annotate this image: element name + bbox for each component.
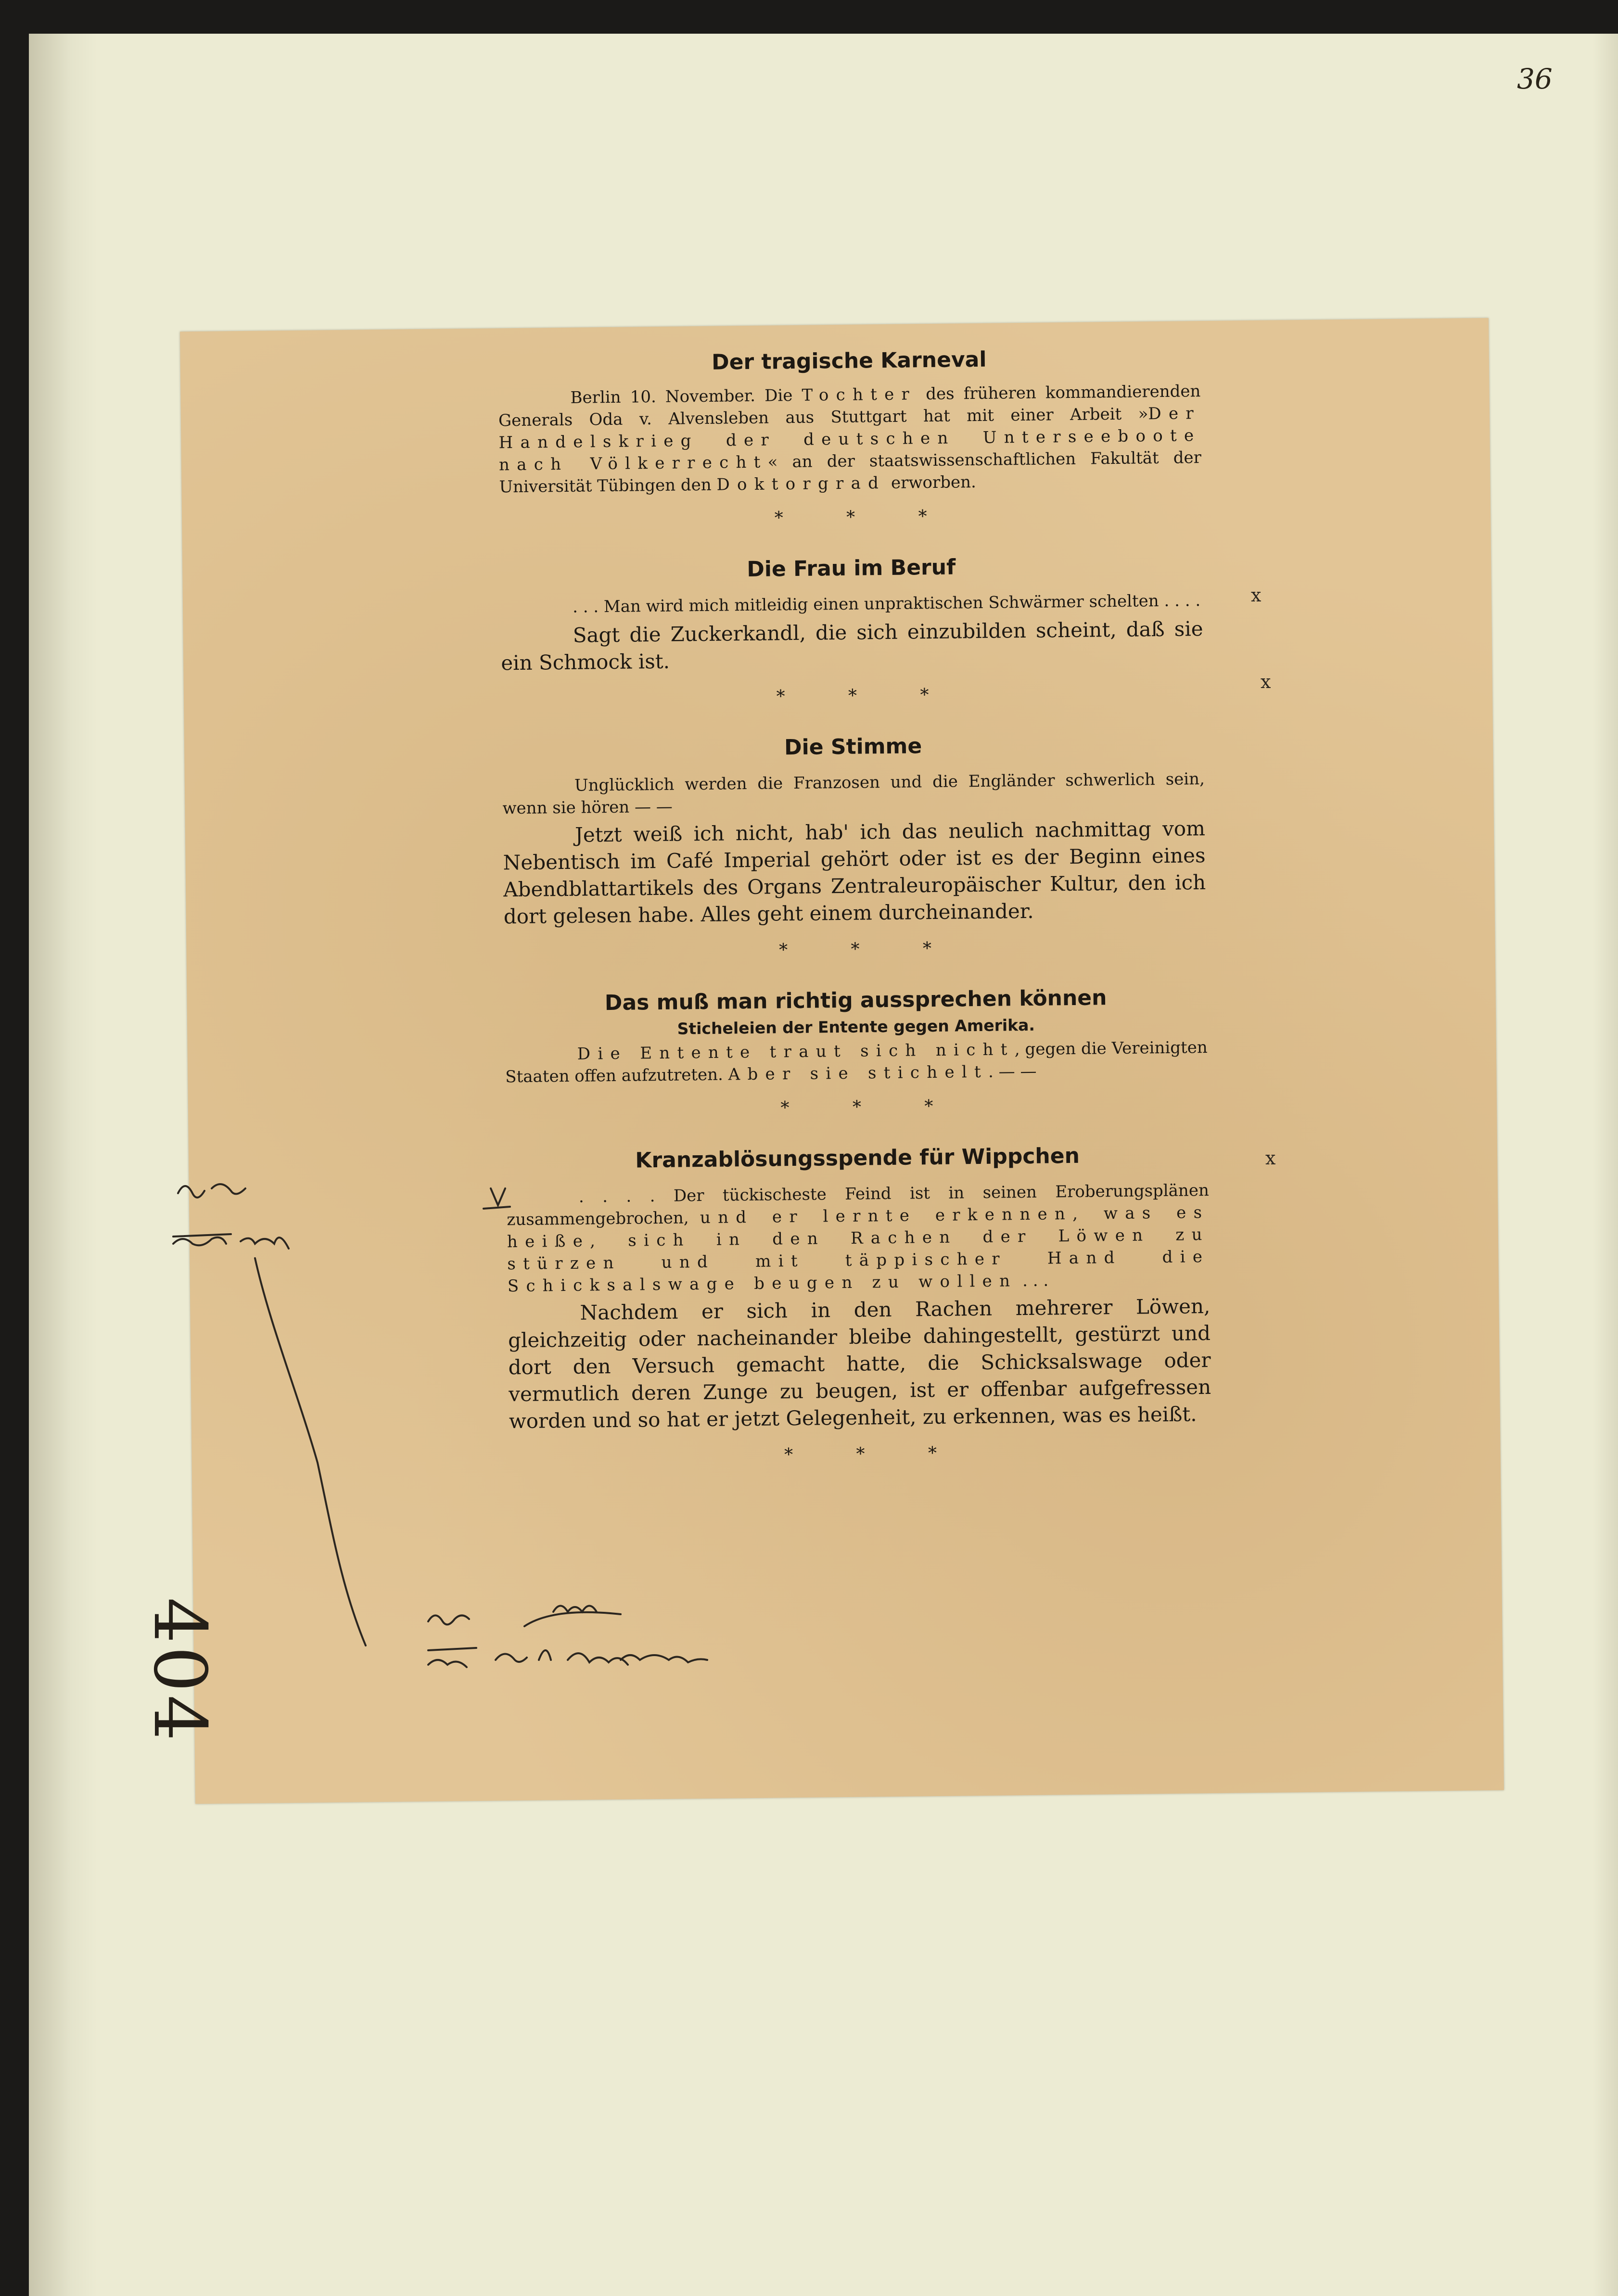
- archive-number-stamp: 404: [138, 1597, 221, 1744]
- section-lead: Die Entente traut sich nicht, gegen die Vereinigten Staaten offen aufzutreten. Aber sie stichelt. — —: [505, 1038, 1208, 1087]
- section-aussprechen: [504, 984, 1208, 1121]
- section-tragische-karneval: [498, 345, 1202, 531]
- margin-cross-mark: x: [1261, 671, 1271, 692]
- section-title: Der tragische Karneval: [711, 347, 987, 375]
- folio-number: 36: [1517, 63, 1553, 95]
- section-title: Kranzablösungsspende für Wippchen: [635, 1143, 1080, 1173]
- separator-stars: * * *: [776, 685, 958, 707]
- section-body: Nachdem er sich in den Rachen mehrerer Löwen, gleichzeitig oder nacheinander bleibe dahingestellt, gestürzt und dort den Versuch gemacht hatte, die Schicksalswage oder vermutlich deren Zunge zu beugen, ist er offenbar aufgefressen worden und so hat er jetzt Gelegenheit, zu erkennen, was es heißt.: [508, 1294, 1211, 1433]
- section-frau-im-beruf: [500, 552, 1204, 709]
- section-subtitle: Sticheleien der Entente gegen Amerika.: [677, 1015, 1035, 1038]
- handwritten-annotations: [159, 1164, 856, 1698]
- page-edge-shadow: [1593, 34, 1618, 2296]
- separator-stars: * * *: [784, 1443, 966, 1465]
- section-title: Die Stimme: [784, 734, 922, 760]
- separator-stars: * * *: [774, 506, 956, 528]
- section-lead: . . . Man wird mich mitleidig einen unpraktischen Schwärmer schelten . . . .: [572, 591, 1201, 617]
- section-title: Das muß man richtig aussprechen können: [604, 985, 1107, 1016]
- section-title: Die Frau im Beruf: [747, 555, 956, 582]
- section-lead: . . . . Der tückischeste Feind ist in seinen Eroberungsplänen zusammengebrochen, und er lernte erkennen, was es heiße, sich in den Rachen der Löwen zu stürzen und mit täppischer Hand die Schicksalswage beugen zu wollen . . .: [507, 1181, 1210, 1296]
- section-die-stimme: [502, 731, 1207, 963]
- section-body: Sagt die Zuckerkandl, die sich einzubilden scheint, daß sie ein Schmock ist.: [501, 617, 1203, 675]
- separator-stars: * * *: [778, 938, 961, 960]
- section-lead: Berlin 10. November. Die Tochter des früheren kommandierenden Generals Oda v. Alvensleben aus Stuttgart hat mit einer Arbeit »Der Handelskrieg der deutschen Unterseeboote nach Völkerrecht« an der staatswissenschaftlichen Fakultät der Universität Tübingen den Doktorgrad erworben.: [498, 382, 1202, 497]
- margin-cross-mark: x: [1265, 1148, 1276, 1169]
- margin-cross-mark: x: [1251, 585, 1261, 606]
- page-binding-shadow: [30, 34, 98, 2296]
- section-body: Jetzt weiß ich nicht, hab' ich das neulich nachmittag vom Nebentisch im Café Imperial gehört oder ist es der Beginn eines Abendblattartikels des Organs Zentraleuropäischer Kultur, den ich dort gelesen habe. Alles geht einem durcheinander.: [503, 816, 1206, 929]
- separator-stars: * * *: [780, 1096, 962, 1118]
- section-lead: Unglücklich werden die Franzosen und die Engländer schwerlich sein, wenn sie hören — —: [502, 769, 1205, 818]
